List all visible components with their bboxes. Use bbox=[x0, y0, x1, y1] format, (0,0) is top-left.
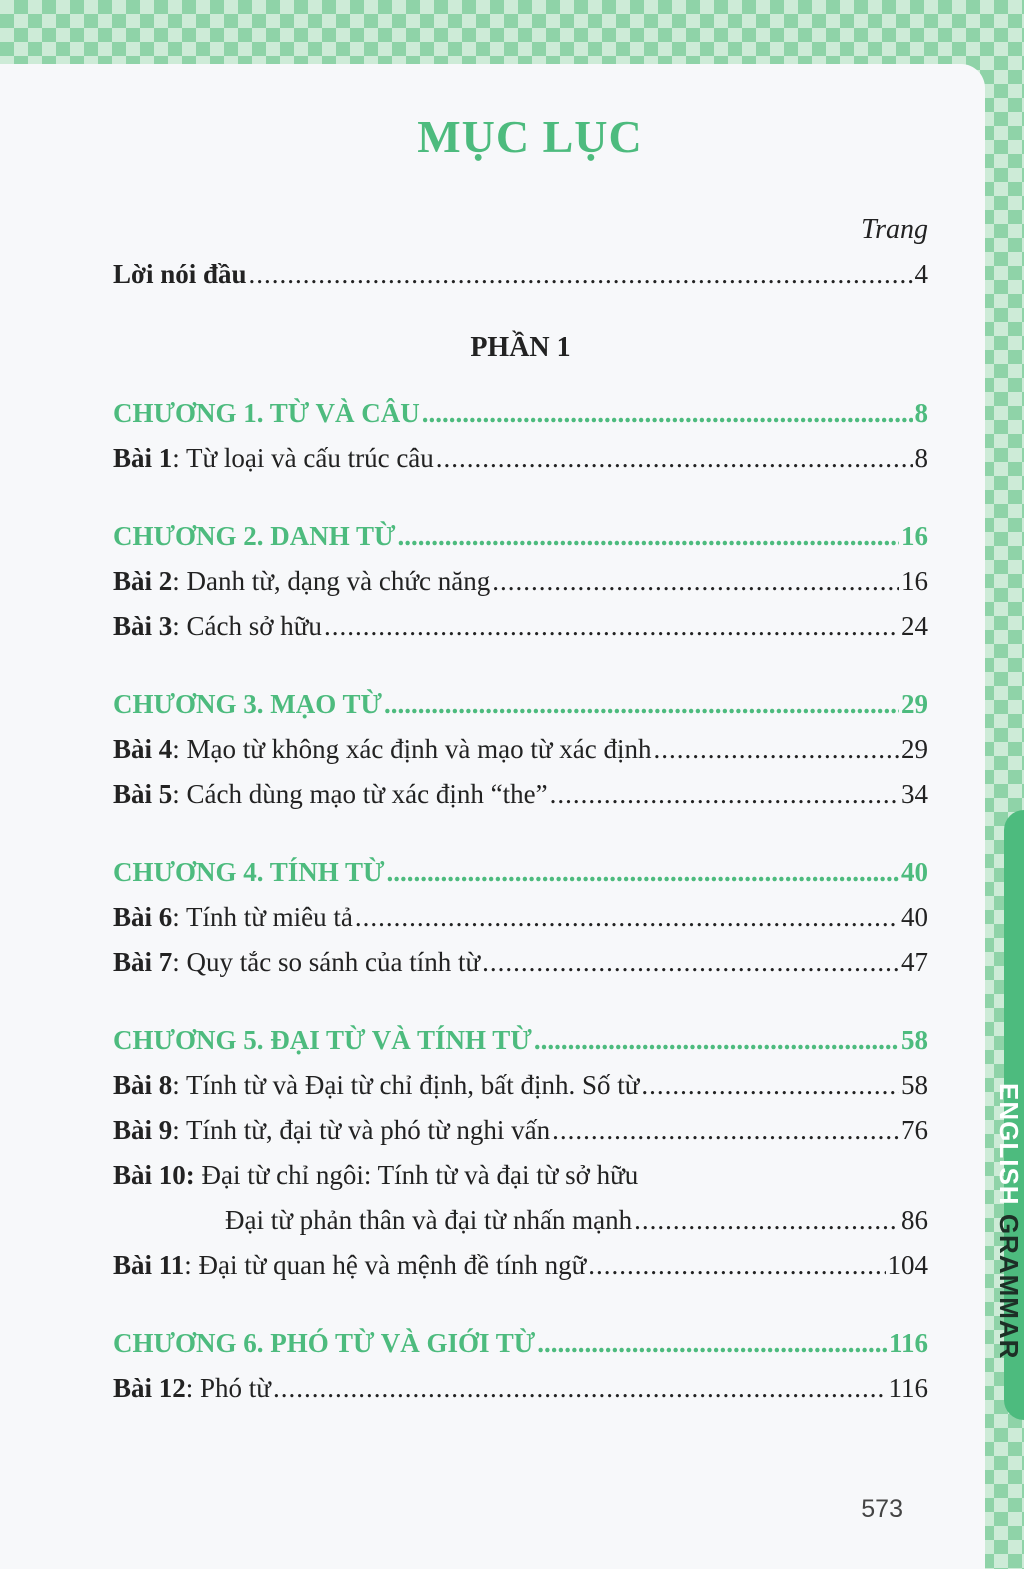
dot-leader bbox=[249, 254, 913, 294]
lesson-title: Từ loại và cấu trúc câu bbox=[186, 443, 434, 473]
lesson-sep: : bbox=[172, 566, 187, 596]
side-tab-label bbox=[993, 1083, 1024, 1359]
lesson-sep: : bbox=[172, 779, 187, 809]
lesson-label: Bài 5 bbox=[113, 779, 173, 809]
toc-chapter-2[interactable] bbox=[113, 516, 928, 561]
dot-leader bbox=[398, 516, 900, 556]
dot-leader bbox=[436, 438, 913, 478]
lesson-title: Đại từ chỉ ngôi: Tính từ và đại từ sở hữu bbox=[201, 1160, 639, 1190]
dot-leader bbox=[387, 852, 899, 892]
lesson-page: 29 bbox=[901, 734, 928, 764]
toc-chapter-6[interactable] bbox=[113, 1323, 928, 1368]
lesson-sep: : bbox=[184, 1250, 199, 1280]
toc-lesson-3[interactable] bbox=[113, 606, 928, 651]
dot-leader bbox=[634, 1200, 899, 1240]
toc-entries bbox=[113, 254, 928, 1413]
lesson-sep bbox=[195, 1160, 202, 1190]
side-tab-word-2: GRAMMAR bbox=[994, 1213, 1024, 1360]
lesson-label: Bài 6 bbox=[113, 902, 173, 932]
toc-chapter-1[interactable] bbox=[113, 393, 928, 438]
dot-leader bbox=[588, 1245, 885, 1285]
lesson-title: Cách sở hữu bbox=[186, 611, 322, 641]
dot-leader bbox=[641, 1065, 899, 1105]
chapter-title: CHƯƠNG 5. ĐẠI TỪ VÀ TÍNH TỪ bbox=[113, 1025, 532, 1055]
lesson-sep: : bbox=[172, 1070, 187, 1100]
lesson-sep: : bbox=[172, 902, 187, 932]
toc-lesson-2[interactable] bbox=[113, 561, 928, 606]
lesson-sep: : bbox=[172, 443, 187, 473]
lesson-title: Tính từ miêu tả bbox=[186, 902, 353, 932]
toc-entry-preface[interactable] bbox=[113, 254, 928, 299]
dot-leader bbox=[273, 1368, 887, 1408]
lesson-sep: : bbox=[185, 1373, 201, 1403]
lesson-label: Bài 10: bbox=[113, 1160, 195, 1190]
lesson-title: Phó từ bbox=[200, 1373, 271, 1403]
lesson-page: 16 bbox=[901, 566, 928, 596]
toc-lesson-4[interactable] bbox=[113, 729, 928, 774]
lesson-label: Bài 9 bbox=[113, 1115, 173, 1145]
toc-lesson-10-continued[interactable] bbox=[113, 1200, 928, 1245]
dot-leader bbox=[384, 684, 899, 724]
lesson-page: 76 bbox=[901, 1115, 928, 1145]
dot-leader bbox=[550, 774, 899, 814]
dot-leader bbox=[422, 393, 913, 433]
lesson-title: Tính từ, đại từ và phó từ nghi vấn bbox=[186, 1115, 551, 1145]
lesson-page: 86 bbox=[901, 1205, 928, 1235]
lesson-title-line2: Đại từ phản thân và đại từ nhấn mạnh bbox=[225, 1205, 633, 1235]
lesson-label: Bài 11 bbox=[113, 1250, 185, 1280]
lesson-page: 34 bbox=[901, 779, 928, 809]
lesson-label: Bài 2 bbox=[113, 566, 173, 596]
chapter-page: 29 bbox=[901, 689, 928, 719]
lesson-label: Bài 8 bbox=[113, 1070, 173, 1100]
dot-leader bbox=[534, 1020, 899, 1060]
dot-leader bbox=[482, 942, 899, 982]
dot-leader bbox=[324, 606, 899, 646]
toc-lesson-1[interactable] bbox=[113, 438, 928, 483]
side-tab-word-1: ENGLISH bbox=[994, 1083, 1024, 1206]
toc-lesson-10[interactable] bbox=[113, 1155, 928, 1200]
toc-title: MỤC LỤC bbox=[417, 111, 643, 162]
lesson-sep: : bbox=[172, 611, 187, 641]
toc-lesson-9[interactable] bbox=[113, 1110, 928, 1155]
chapter-page: 116 bbox=[888, 1328, 928, 1358]
lesson-title: Cách dùng mạo từ xác định “the” bbox=[186, 779, 548, 809]
lesson-page: 116 bbox=[888, 1373, 928, 1403]
lesson-page: 24 bbox=[901, 611, 928, 641]
lesson-page: 8 bbox=[914, 443, 928, 473]
dot-leader bbox=[537, 1323, 887, 1363]
lesson-title: Tính từ và Đại từ chỉ định, bất định. Số từ bbox=[186, 1070, 640, 1100]
dot-leader bbox=[653, 729, 899, 769]
toc-lesson-11[interactable] bbox=[113, 1245, 928, 1290]
lesson-label: Bài 7 bbox=[113, 947, 173, 977]
page-column-label: Trang bbox=[861, 214, 928, 245]
lesson-page: 58 bbox=[901, 1070, 928, 1100]
toc-lesson-12[interactable] bbox=[113, 1368, 928, 1413]
toc-lesson-5[interactable] bbox=[113, 774, 928, 819]
page-number: 573 bbox=[861, 1495, 903, 1523]
lesson-label: Bài 3 bbox=[113, 611, 173, 641]
lesson-title: Đại từ quan hệ và mệnh đề tính ngữ bbox=[198, 1250, 587, 1280]
lesson-page: 104 bbox=[887, 1250, 928, 1280]
chapter-title: CHƯƠNG 6. PHÓ TỪ VÀ GIỚI TỪ bbox=[113, 1328, 536, 1358]
lesson-label: Bài 1 bbox=[113, 443, 173, 473]
chapter-title: CHƯƠNG 2. DANH TỪ bbox=[113, 521, 396, 551]
lesson-title: Quy tắc so sánh của tính từ bbox=[186, 947, 481, 977]
lesson-title: Mạo từ không xác định và mạo từ xác định bbox=[186, 734, 652, 764]
lesson-sep: : bbox=[172, 734, 187, 764]
lesson-page: 47 bbox=[901, 947, 928, 977]
chapter-title: CHƯƠNG 1. TỪ VÀ CÂU bbox=[113, 398, 420, 428]
chapter-title: CHƯƠNG 4. TÍNH TỪ bbox=[113, 857, 385, 887]
chapter-title: CHƯƠNG 3. MẠO TỪ bbox=[113, 689, 382, 719]
lesson-label: Bài 12 bbox=[113, 1373, 186, 1403]
toc-lesson-6[interactable] bbox=[113, 897, 928, 942]
toc-chapter-3[interactable] bbox=[113, 684, 928, 729]
entry-label: Lời nói đầu bbox=[113, 259, 247, 289]
lesson-page: 40 bbox=[901, 902, 928, 932]
toc-chapter-4[interactable] bbox=[113, 852, 928, 897]
lesson-sep: : bbox=[172, 1115, 187, 1145]
chapter-page: 16 bbox=[901, 521, 928, 551]
chapter-page: 40 bbox=[901, 857, 928, 887]
chapter-page: 58 bbox=[901, 1025, 928, 1055]
toc-lesson-7[interactable] bbox=[113, 942, 928, 987]
lesson-label: Bài 4 bbox=[113, 734, 173, 764]
book-page bbox=[0, 64, 985, 1569]
toc-lesson-8[interactable] bbox=[113, 1065, 928, 1110]
part-heading: PHẦN 1 bbox=[470, 332, 571, 363]
entry-page: 4 bbox=[914, 259, 928, 289]
lesson-title: Danh từ, dạng và chức năng bbox=[186, 566, 491, 596]
dot-leader bbox=[492, 561, 899, 601]
dot-leader bbox=[355, 897, 899, 937]
lesson-sep: : bbox=[172, 947, 187, 977]
dot-leader bbox=[552, 1110, 899, 1150]
toc-chapter-5[interactable] bbox=[113, 1020, 928, 1065]
chapter-page: 8 bbox=[914, 398, 928, 428]
